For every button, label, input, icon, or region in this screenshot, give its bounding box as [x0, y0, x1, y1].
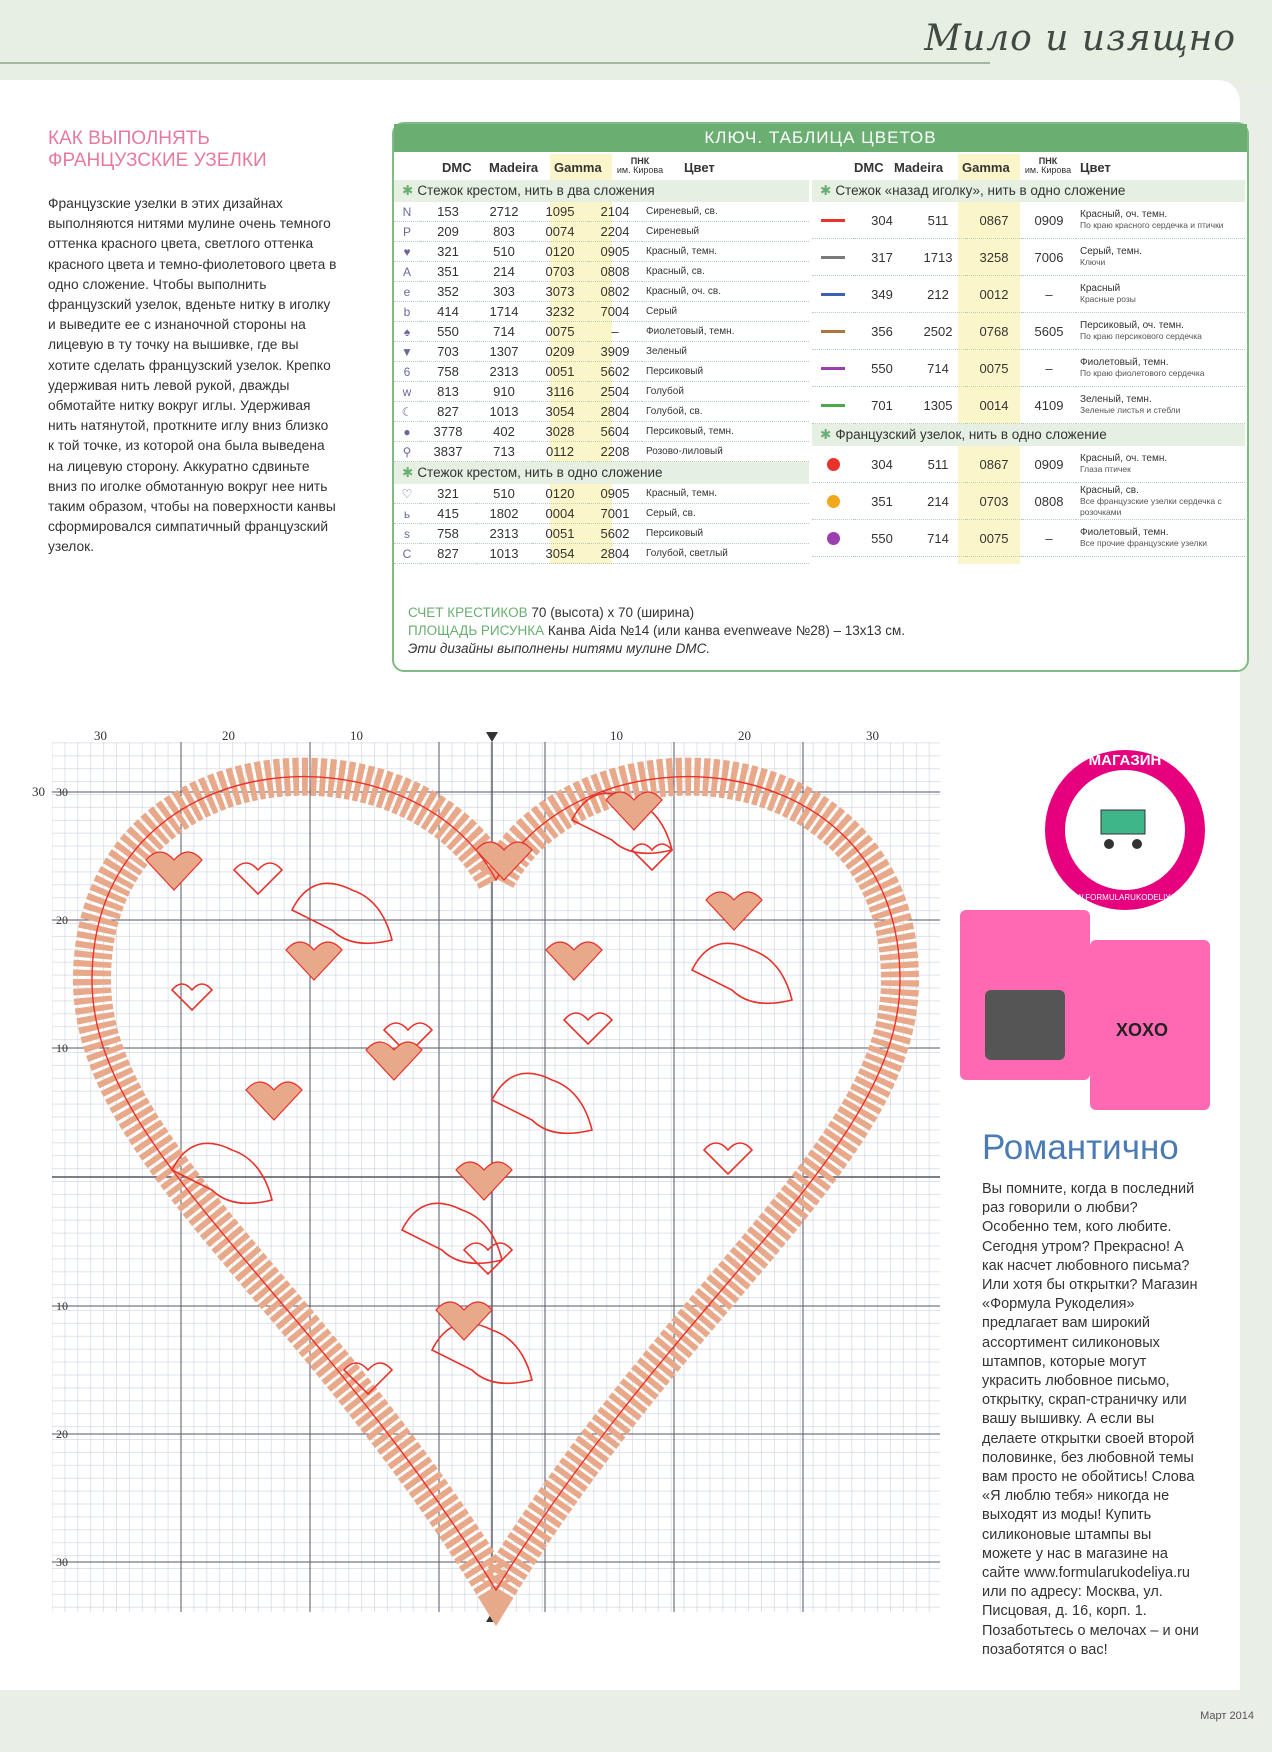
gamma-cell: 0703 — [532, 262, 588, 282]
stamp-cards — [960, 900, 1200, 1100]
key-row — [812, 483, 1245, 520]
key-title: КЛЮЧ. ТАБЛИЦА ЦВЕТОВ — [394, 124, 1247, 152]
count-value: 70 (высота) x 70 (ширина) — [531, 605, 695, 620]
dmc-cell: 758 — [420, 362, 476, 382]
key-row — [394, 442, 809, 462]
pnk-cell: 7001 — [588, 504, 642, 524]
pnk-cell: 2208 — [588, 442, 642, 462]
symbol-cell: ● — [394, 422, 420, 442]
section-cross2: ✱ Стежок крестом, нить в два сложения — [394, 180, 809, 202]
section-knot: ✱ Французский узелок, нить в одно сложение — [812, 424, 1245, 446]
col-pnk: ПНК им. Кирова — [616, 156, 664, 175]
axis-label-left: 30 — [56, 785, 68, 799]
center-marker-top — [486, 732, 498, 742]
color-name-cell: Голубой, св. — [642, 402, 809, 422]
madeira-cell: 1713 — [910, 239, 966, 276]
symbol-cell — [812, 387, 854, 424]
color-name-cell: Розово-лиловый — [642, 442, 809, 462]
gamma-cell: 0051 — [532, 524, 588, 544]
thread-swatch — [821, 330, 845, 333]
color-name-cell: Серый — [642, 302, 809, 322]
shop-url: WWW.FORMULARUKODELIYA.RU — [1060, 893, 1190, 902]
symbol-cell — [812, 520, 854, 557]
madeira-cell: 1802 — [476, 504, 532, 524]
pnk-cell: 0909 — [1022, 202, 1076, 239]
section-cross1: ✱ Стежок крестом, нить в одно сложение — [394, 462, 809, 484]
area-value: Канва Aida №14 (или канва evenweave №28) – 13x13 см. — [547, 623, 906, 638]
pnk-cell: 5602 — [588, 524, 642, 544]
madeira-cell: 2313 — [476, 362, 532, 382]
instructions-column — [48, 128, 338, 558]
pnk-cell: 4109 — [1022, 387, 1076, 424]
dmc-cell: 349 — [854, 276, 910, 313]
axis-label-top: 30 — [866, 728, 879, 743]
dmc-cell: 356 — [854, 313, 910, 350]
gamma-cell: 0074 — [532, 222, 588, 242]
color-name-cell: Персиковый — [642, 524, 809, 544]
color-name-cell: Красный, оч. св. — [642, 282, 809, 302]
dmc-cell: 703 — [420, 342, 476, 362]
pnk-cell: 2804 — [588, 544, 642, 564]
key-row — [812, 313, 1245, 350]
pnk-cell: 5604 — [588, 422, 642, 442]
madeira-cell: 214 — [476, 262, 532, 282]
pnk-cell: 0909 — [1022, 446, 1076, 483]
dmc-cell: 813 — [420, 382, 476, 402]
dmc-cell: 550 — [854, 350, 910, 387]
madeira-cell: 1305 — [910, 387, 966, 424]
dmc-cell: 3778 — [420, 422, 476, 442]
knot-dot — [827, 532, 840, 545]
symbol-cell: ♠ — [394, 322, 420, 342]
col-pnk: ПНК им. Кирова — [1024, 156, 1072, 175]
symbol-cell: b — [394, 302, 420, 322]
madeira-cell: 1013 — [476, 544, 532, 564]
symbol-cell: 6 — [394, 362, 420, 382]
dmc-cell: 304 — [854, 446, 910, 483]
col-gamma: Gamma — [554, 160, 602, 175]
gamma-cell: 0867 — [966, 202, 1022, 239]
shop-label: МАГАЗИН — [1088, 752, 1162, 769]
symbol-cell: w — [394, 382, 420, 402]
axis-label-top: 20 — [738, 728, 751, 743]
gamma-cell: 0004 — [532, 504, 588, 524]
symbol-cell — [812, 202, 854, 239]
axis-label-left: 30 — [56, 1555, 68, 1569]
thread-swatch — [821, 404, 845, 407]
color-key-table — [392, 122, 1249, 672]
key-row — [394, 504, 809, 524]
gamma-cell: 3232 — [532, 302, 588, 322]
madeira-cell: 510 — [476, 242, 532, 262]
dmc-cell: 153 — [420, 202, 476, 222]
symbol-cell: N — [394, 202, 420, 222]
pnk-cell: 0808 — [1022, 483, 1076, 520]
madeira-cell: 511 — [910, 446, 966, 483]
pnk-cell: 7006 — [1022, 239, 1076, 276]
symbol-cell: ▼ — [394, 342, 420, 362]
xoxo-stamp: XOXO — [1116, 1020, 1169, 1040]
symbol-cell: A — [394, 262, 420, 282]
pnk-cell: 2504 — [588, 382, 642, 402]
madeira-cell: 713 — [476, 442, 532, 462]
dmc-cell: 827 — [420, 544, 476, 564]
gamma-cell: 0075 — [966, 350, 1022, 387]
thread-swatch — [821, 367, 845, 370]
gamma-cell: 0075 — [532, 322, 588, 342]
color-name-cell: Персиковый — [642, 362, 809, 382]
pnk-cell: 2804 — [588, 402, 642, 422]
dmc-cell: 414 — [420, 302, 476, 322]
gamma-cell: 0867 — [966, 446, 1022, 483]
axis-label-left: 30 — [32, 784, 45, 799]
madeira-cell: 511 — [910, 202, 966, 239]
color-name-cell: Красный Красные розы — [1076, 276, 1245, 313]
dmc-cell: 550 — [420, 322, 476, 342]
pnk-cell: 3909 — [588, 342, 642, 362]
madeira-cell: 1714 — [476, 302, 532, 322]
instructions-body: Французские узелки в этих дизайнах выполняются нитями мулине очень темного оттенка красного цвета, светлого оттенка красного цвета и темно-фиолетового цвета в одно сложение. Чтобы выполнить французский узелок, вденьте нитку в иголку и выведите ее с изнаночной стороны на лицевую в ту точку на вышивке, где вы хотите сделать французский узелок. Крепко удерживая нить левой рукой, дважды обмотайте нитку вокруг иглы. Удерживая нить натянутой, проткните иглу вниз близко к той точке, из которой она была выведена на лицевую сторону. Аккуратно сдвиньте вниз по иголке обмотанную вокруг нее нить таким образом, чтобы на поверхности канвы сформировался симпатичный французский узелок. — [48, 196, 337, 555]
key-row — [394, 362, 809, 382]
dmc-cell: 321 — [420, 242, 476, 262]
key-row — [812, 387, 1245, 424]
section-brand: Мило и изящно — [924, 18, 1236, 59]
gamma-cell: 0209 — [532, 342, 588, 362]
gamma-cell: 0012 — [966, 276, 1022, 313]
key-row — [394, 262, 809, 282]
color-name-cell: Сиреневый — [642, 222, 809, 242]
madeira-cell: 714 — [910, 350, 966, 387]
key-row — [394, 342, 809, 362]
key-row — [812, 350, 1245, 387]
symbol-cell: s — [394, 524, 420, 544]
symbol-cell: e — [394, 282, 420, 302]
table-backstitch — [812, 202, 1245, 424]
key-row — [812, 276, 1245, 313]
key-row — [812, 239, 1245, 276]
key-row — [394, 484, 809, 504]
cart-icon — [1095, 802, 1155, 852]
dmc-cell: 701 — [854, 387, 910, 424]
symbol-cell: ♡ — [394, 484, 420, 504]
key-row — [394, 282, 809, 302]
table-cross2 — [394, 202, 809, 462]
dmc-cell: 758 — [420, 524, 476, 544]
color-name-cell: Фиолетовый, темн. — [642, 322, 809, 342]
axis-label-left: 20 — [56, 1427, 68, 1441]
pnk-cell: – — [1022, 350, 1076, 387]
color-name-cell: Фиолетовый, темн. Все прочие французские узелки — [1076, 520, 1245, 557]
dmc-cell: 3837 — [420, 442, 476, 462]
romance-title: Романтично — [982, 1128, 1179, 1167]
color-name-cell: Персиковый, темн. — [642, 422, 809, 442]
key-row — [394, 524, 809, 544]
symbol-cell — [812, 313, 854, 350]
knot-dot — [827, 495, 840, 508]
gamma-cell: 0014 — [966, 387, 1022, 424]
key-row — [812, 520, 1245, 557]
gamma-cell: 3116 — [532, 382, 588, 402]
heart-stamp — [985, 990, 1065, 1060]
dmc-cell: 351 — [854, 483, 910, 520]
thread-swatch — [821, 256, 845, 259]
color-name-cell: Голубой, светлый — [642, 544, 809, 564]
color-name-cell: Сиреневый, св. — [642, 202, 809, 222]
key-row — [812, 446, 1245, 483]
key-footer — [408, 604, 905, 658]
pnk-cell: 5605 — [1022, 313, 1076, 350]
madeira-cell: 803 — [476, 222, 532, 242]
pnk-cell: 0905 — [588, 484, 642, 504]
madeira-cell: 714 — [910, 520, 966, 557]
color-name-cell: Голубой — [642, 382, 809, 402]
dmc-cell: 352 — [420, 282, 476, 302]
stamp-card-1 — [960, 910, 1090, 1080]
color-name-cell: Серый, св. — [642, 504, 809, 524]
key-row — [394, 382, 809, 402]
gamma-cell: 3054 — [532, 544, 588, 564]
key-row — [394, 402, 809, 422]
key-left-header — [394, 154, 809, 180]
dmc-cell: 321 — [420, 484, 476, 504]
madeira-cell: 2313 — [476, 524, 532, 544]
thread-swatch — [821, 293, 845, 296]
gamma-cell: 3054 — [532, 402, 588, 422]
madeira-cell: 2712 — [476, 202, 532, 222]
symbol-cell: P — [394, 222, 420, 242]
madeira-cell: 510 — [476, 484, 532, 504]
pnk-cell: 0802 — [588, 282, 642, 302]
key-row — [394, 544, 809, 564]
dmc-cell: 415 — [420, 504, 476, 524]
col-color: Цвет — [1080, 160, 1111, 175]
dmc-cell: 304 — [854, 202, 910, 239]
pnk-cell: – — [588, 322, 642, 342]
dmc-cell: 827 — [420, 402, 476, 422]
col-gamma: Gamma — [962, 160, 1010, 175]
pnk-cell: 5602 — [588, 362, 642, 382]
gamma-cell: 0120 — [532, 242, 588, 262]
dmc-cell: 550 — [854, 520, 910, 557]
symbol-cell — [812, 276, 854, 313]
madeira-cell: 714 — [476, 322, 532, 342]
pnk-cell: 2204 — [588, 222, 642, 242]
axis-label-left: 20 — [56, 913, 68, 927]
key-note: Эти дизайны выполнены нитями мулине DMC. — [408, 641, 711, 656]
color-name-cell: Красный, св. Все французские узелки сердечка с розочками — [1076, 483, 1245, 520]
madeira-cell: 214 — [910, 483, 966, 520]
color-name-cell: Красный, св. — [642, 262, 809, 282]
symbol-cell: C — [394, 544, 420, 564]
gamma-cell: 3258 — [966, 239, 1022, 276]
madeira-cell: 212 — [910, 276, 966, 313]
color-name-cell: Красный, оч. темн. По краю красного сердечка и птички — [1076, 202, 1245, 239]
page-footer: Март 2014 — [1200, 1710, 1254, 1722]
axis-label-top: 10 — [350, 728, 363, 743]
gamma-cell: 0768 — [966, 313, 1022, 350]
symbol-cell — [812, 446, 854, 483]
color-name-cell: Красный, оч. темн. Глаза птичек — [1076, 446, 1245, 483]
col-madeira: Madeira — [894, 160, 944, 175]
color-name-cell: Красный, темн. — [642, 484, 809, 504]
axis-label-top: 30 — [94, 728, 107, 743]
dmc-cell: 317 — [854, 239, 910, 276]
key-row — [394, 242, 809, 262]
thread-swatch — [821, 219, 845, 222]
pnk-cell: – — [1022, 520, 1076, 557]
gamma-cell: 1095 — [532, 202, 588, 222]
symbol-cell: ♥ — [394, 242, 420, 262]
count-label: СЧЕТ КРЕСТИКОВ — [408, 605, 528, 620]
color-name-cell: Красный, темн. — [642, 242, 809, 262]
col-dmc: DMC — [854, 160, 884, 175]
key-row — [394, 322, 809, 342]
gamma-cell: 0051 — [532, 362, 588, 382]
knot-dot — [827, 458, 840, 471]
gamma-cell: 0120 — [532, 484, 588, 504]
symbol-cell — [812, 350, 854, 387]
stamp-card-2 — [1090, 940, 1210, 1110]
madeira-cell: 2502 — [910, 313, 966, 350]
color-name-cell: Зеленый — [642, 342, 809, 362]
key-row — [394, 422, 809, 442]
madeira-cell: 303 — [476, 282, 532, 302]
symbol-cell: ⚲ — [394, 442, 420, 462]
romance-body: Вы помните, когда в последний раз говорили о любви? Особенно тем, кого любите. Сегодня утром? Прекрасно! А как насчет любовного письма? Или хотя бы открытки? Магазин «Формула Рукоделия» предлагает вам широкий ассортимент силиконовых штампов, которые могут украсить любовное письмо, открытку, скрап-страничку или вашу вышивку. А если вы делаете открытки своей второй половинке, без любовной темы вам просто не обойтись! Слова «Я люблю тебя» никогда не выходят из моды! Купить силиконовые штампы вы можете у нас в магазине на сайте www.formularukodeliya.ru или по адресу: Москва, ул. Писцовая, д. 16, корп. 1. Позаботьтесь о мелочах – и они позаботятся о вас! — [982, 1181, 1199, 1658]
pnk-cell: 7004 — [588, 302, 642, 322]
madeira-cell: 402 — [476, 422, 532, 442]
key-row — [394, 222, 809, 242]
gamma-cell: 3073 — [532, 282, 588, 302]
key-left-half — [394, 154, 809, 564]
axis-label-left: 10 — [56, 1041, 68, 1055]
gamma-cell: 3028 — [532, 422, 588, 442]
key-right-half — [812, 154, 1245, 557]
col-dmc: DMC — [442, 160, 472, 175]
instructions-title: КАК ВЫПОЛНЯТЬ ФРАНЦУЗСКИЕ УЗЕЛКИ — [48, 128, 267, 171]
madeira-cell: 910 — [476, 382, 532, 402]
axis-label-top: 10 — [610, 728, 623, 743]
section-backstitch: ✱ Стежок «назад иголку», нить в одно сложение — [812, 180, 1245, 202]
madeira-cell: 1013 — [476, 402, 532, 422]
key-row — [394, 202, 809, 222]
madeira-cell: 1307 — [476, 342, 532, 362]
pnk-cell: – — [1022, 276, 1076, 313]
color-name-cell: Зеленый, темн. Зеленые листья и стебли — [1076, 387, 1245, 424]
dmc-cell: 209 — [420, 222, 476, 242]
pnk-cell: 0905 — [588, 242, 642, 262]
table-cross1 — [394, 484, 809, 564]
symbol-cell: ь — [394, 504, 420, 524]
key-right-header — [812, 154, 1245, 180]
gamma-cell: 0075 — [966, 520, 1022, 557]
gamma-cell: 0112 — [532, 442, 588, 462]
color-name-cell: Фиолетовый, темн. По краю фиолетового сердечка — [1076, 350, 1245, 387]
col-color: Цвет — [684, 160, 715, 175]
table-knot — [812, 446, 1245, 557]
key-row — [394, 302, 809, 322]
color-name-cell: Серый, темн. Ключи — [1076, 239, 1245, 276]
axis-label-left: 10 — [56, 1299, 68, 1313]
symbol-cell — [812, 483, 854, 520]
header-rule — [0, 62, 990, 64]
col-madeira: Madeira — [489, 160, 539, 175]
gamma-cell: 0703 — [966, 483, 1022, 520]
color-name-cell: Персиковый, оч. темн. По краю персикового сердечка — [1076, 313, 1245, 350]
symbol-cell: ☾ — [394, 402, 420, 422]
area-label: ПЛОЩАДЬ РИСУНКА — [408, 623, 545, 638]
shop-badge[interactable] — [1045, 750, 1205, 910]
key-row — [812, 202, 1245, 239]
pnk-cell: 2104 — [588, 202, 642, 222]
symbol-cell — [812, 239, 854, 276]
cross-stitch-chart — [32, 728, 940, 1630]
axis-label-top: 20 — [222, 728, 235, 743]
pnk-cell: 0808 — [588, 262, 642, 282]
dmc-cell: 351 — [420, 262, 476, 282]
